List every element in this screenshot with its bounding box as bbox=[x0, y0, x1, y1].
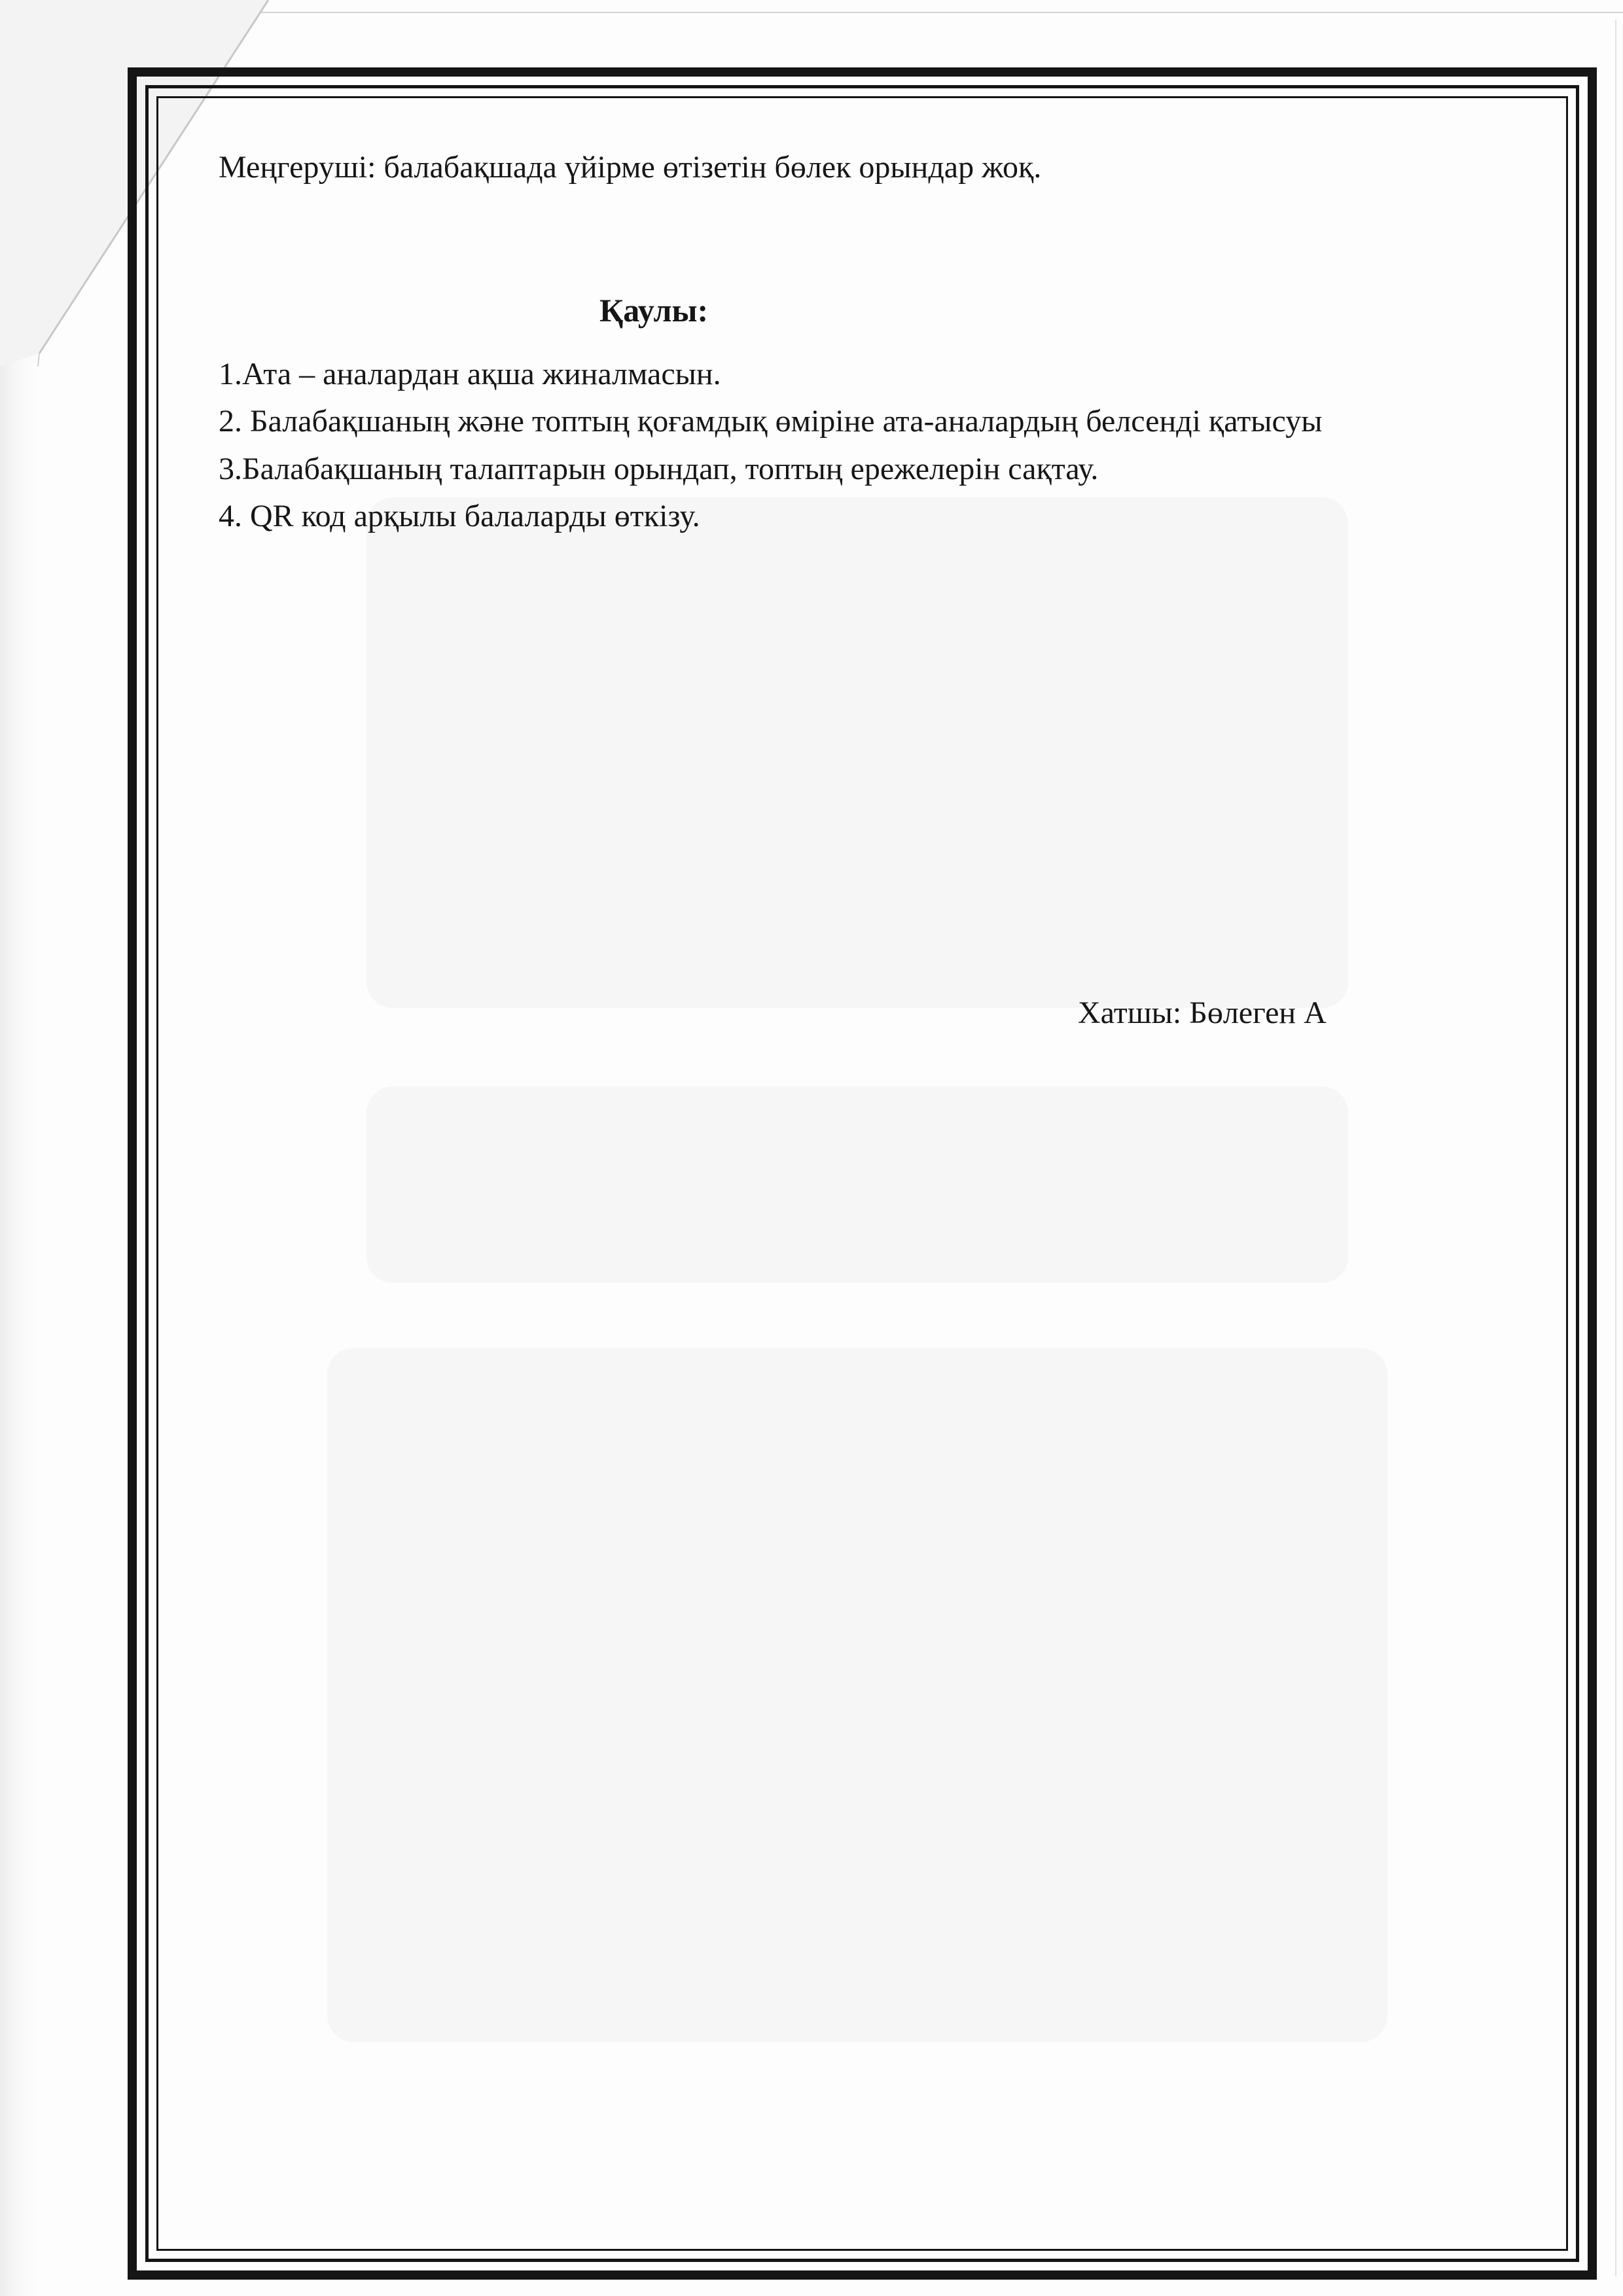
resolution-item-2: 2. Балабақшаның және топтың қоғамдық өміріне ата-аналардың белсенді қатысуы bbox=[219, 404, 1323, 439]
resolution-item-3: 3.Балабақшаның талаптарын орындап, топтың ережелерін сақтау. bbox=[219, 452, 1099, 486]
manager-statement: Меңгеруші: балабақшада үйірме өтізетін бөлек орындар жоқ. bbox=[219, 150, 1042, 185]
resolution-heading: Қаулы: bbox=[599, 292, 709, 329]
resolution-item-4: 4. QR код арқылы балаларды өткізу. bbox=[219, 499, 700, 533]
resolution-item-1: 1.Ата – аналардан ақша жиналмасын. bbox=[219, 357, 721, 391]
secretary-signature: Хатшы: Бөлеген А bbox=[1078, 996, 1327, 1030]
scan-top-edge bbox=[249, 12, 1623, 13]
scan-right-edge bbox=[1615, 20, 1616, 2276]
